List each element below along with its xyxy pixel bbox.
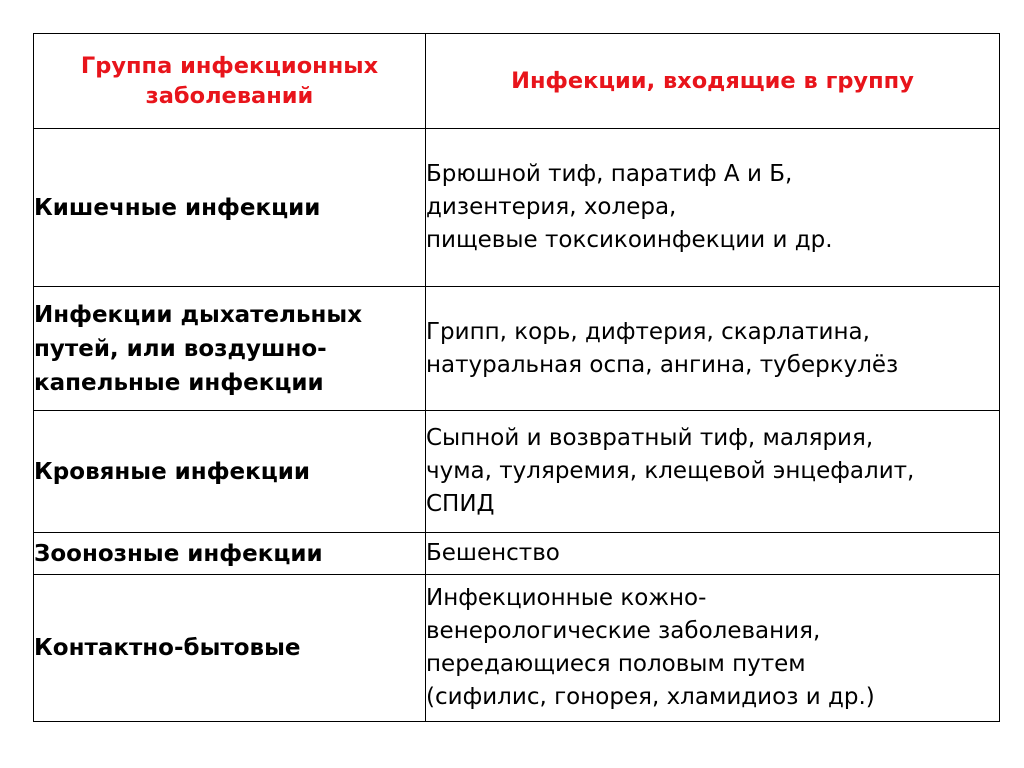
group-zoonotic: Зоонозные инфекции: [34, 533, 426, 575]
infection-line: Инфекционные кожно-: [426, 585, 707, 611]
group-contact: Контактно-бытовые: [34, 575, 426, 722]
table-row: [34, 411, 1000, 533]
infection-line: Брюшной тиф, паратиф А и Б,: [426, 161, 793, 187]
group-intestinal: Кишечные инфекции: [34, 129, 426, 287]
infection-line: Сыпной и возвратный тиф, малярия,: [426, 425, 874, 451]
infection-line: чума, туляремия, клещевой энцефалит,: [426, 458, 915, 484]
infection-line: пищевые токсикоинфекции и др.: [426, 227, 833, 253]
table-row: [34, 129, 1000, 287]
group-blood: Кровяные инфекции: [34, 411, 426, 533]
infections-zoonotic: [426, 533, 1000, 575]
table-row: [34, 533, 1000, 575]
header-group: Группа инфекционных заболеваний: [34, 34, 426, 129]
infections-blood: [426, 411, 1000, 533]
table-row: [34, 575, 1000, 722]
infection-line: СПИД: [426, 491, 495, 517]
table-row: [34, 287, 1000, 411]
infection-line: Грипп, корь, дифтерия, скарлатина,: [426, 318, 870, 345]
infection-line: Бешенство: [426, 540, 560, 566]
infections-intestinal: [426, 129, 1000, 287]
infections-respiratory: [426, 287, 1000, 411]
infection-line: (сифилис, гонорея, хламидиоз и др.): [426, 684, 875, 710]
header-row: [34, 34, 1000, 129]
infection-line: дизентерия, холера,: [426, 194, 677, 220]
infection-groups-table: [33, 33, 1000, 722]
infections-contact: [426, 575, 1000, 722]
infection-line: венерологические заболевания,: [426, 618, 821, 644]
infection-line: натуральная оспа, ангина, туберкулёз: [426, 351, 899, 378]
header-infections: Инфекции, входящие в группу: [426, 34, 1000, 129]
group-respiratory: Инфекции дыхательных путей, или воздушно-капельные инфекции: [34, 287, 426, 411]
infection-line: передающиеся половым путем: [426, 651, 806, 677]
